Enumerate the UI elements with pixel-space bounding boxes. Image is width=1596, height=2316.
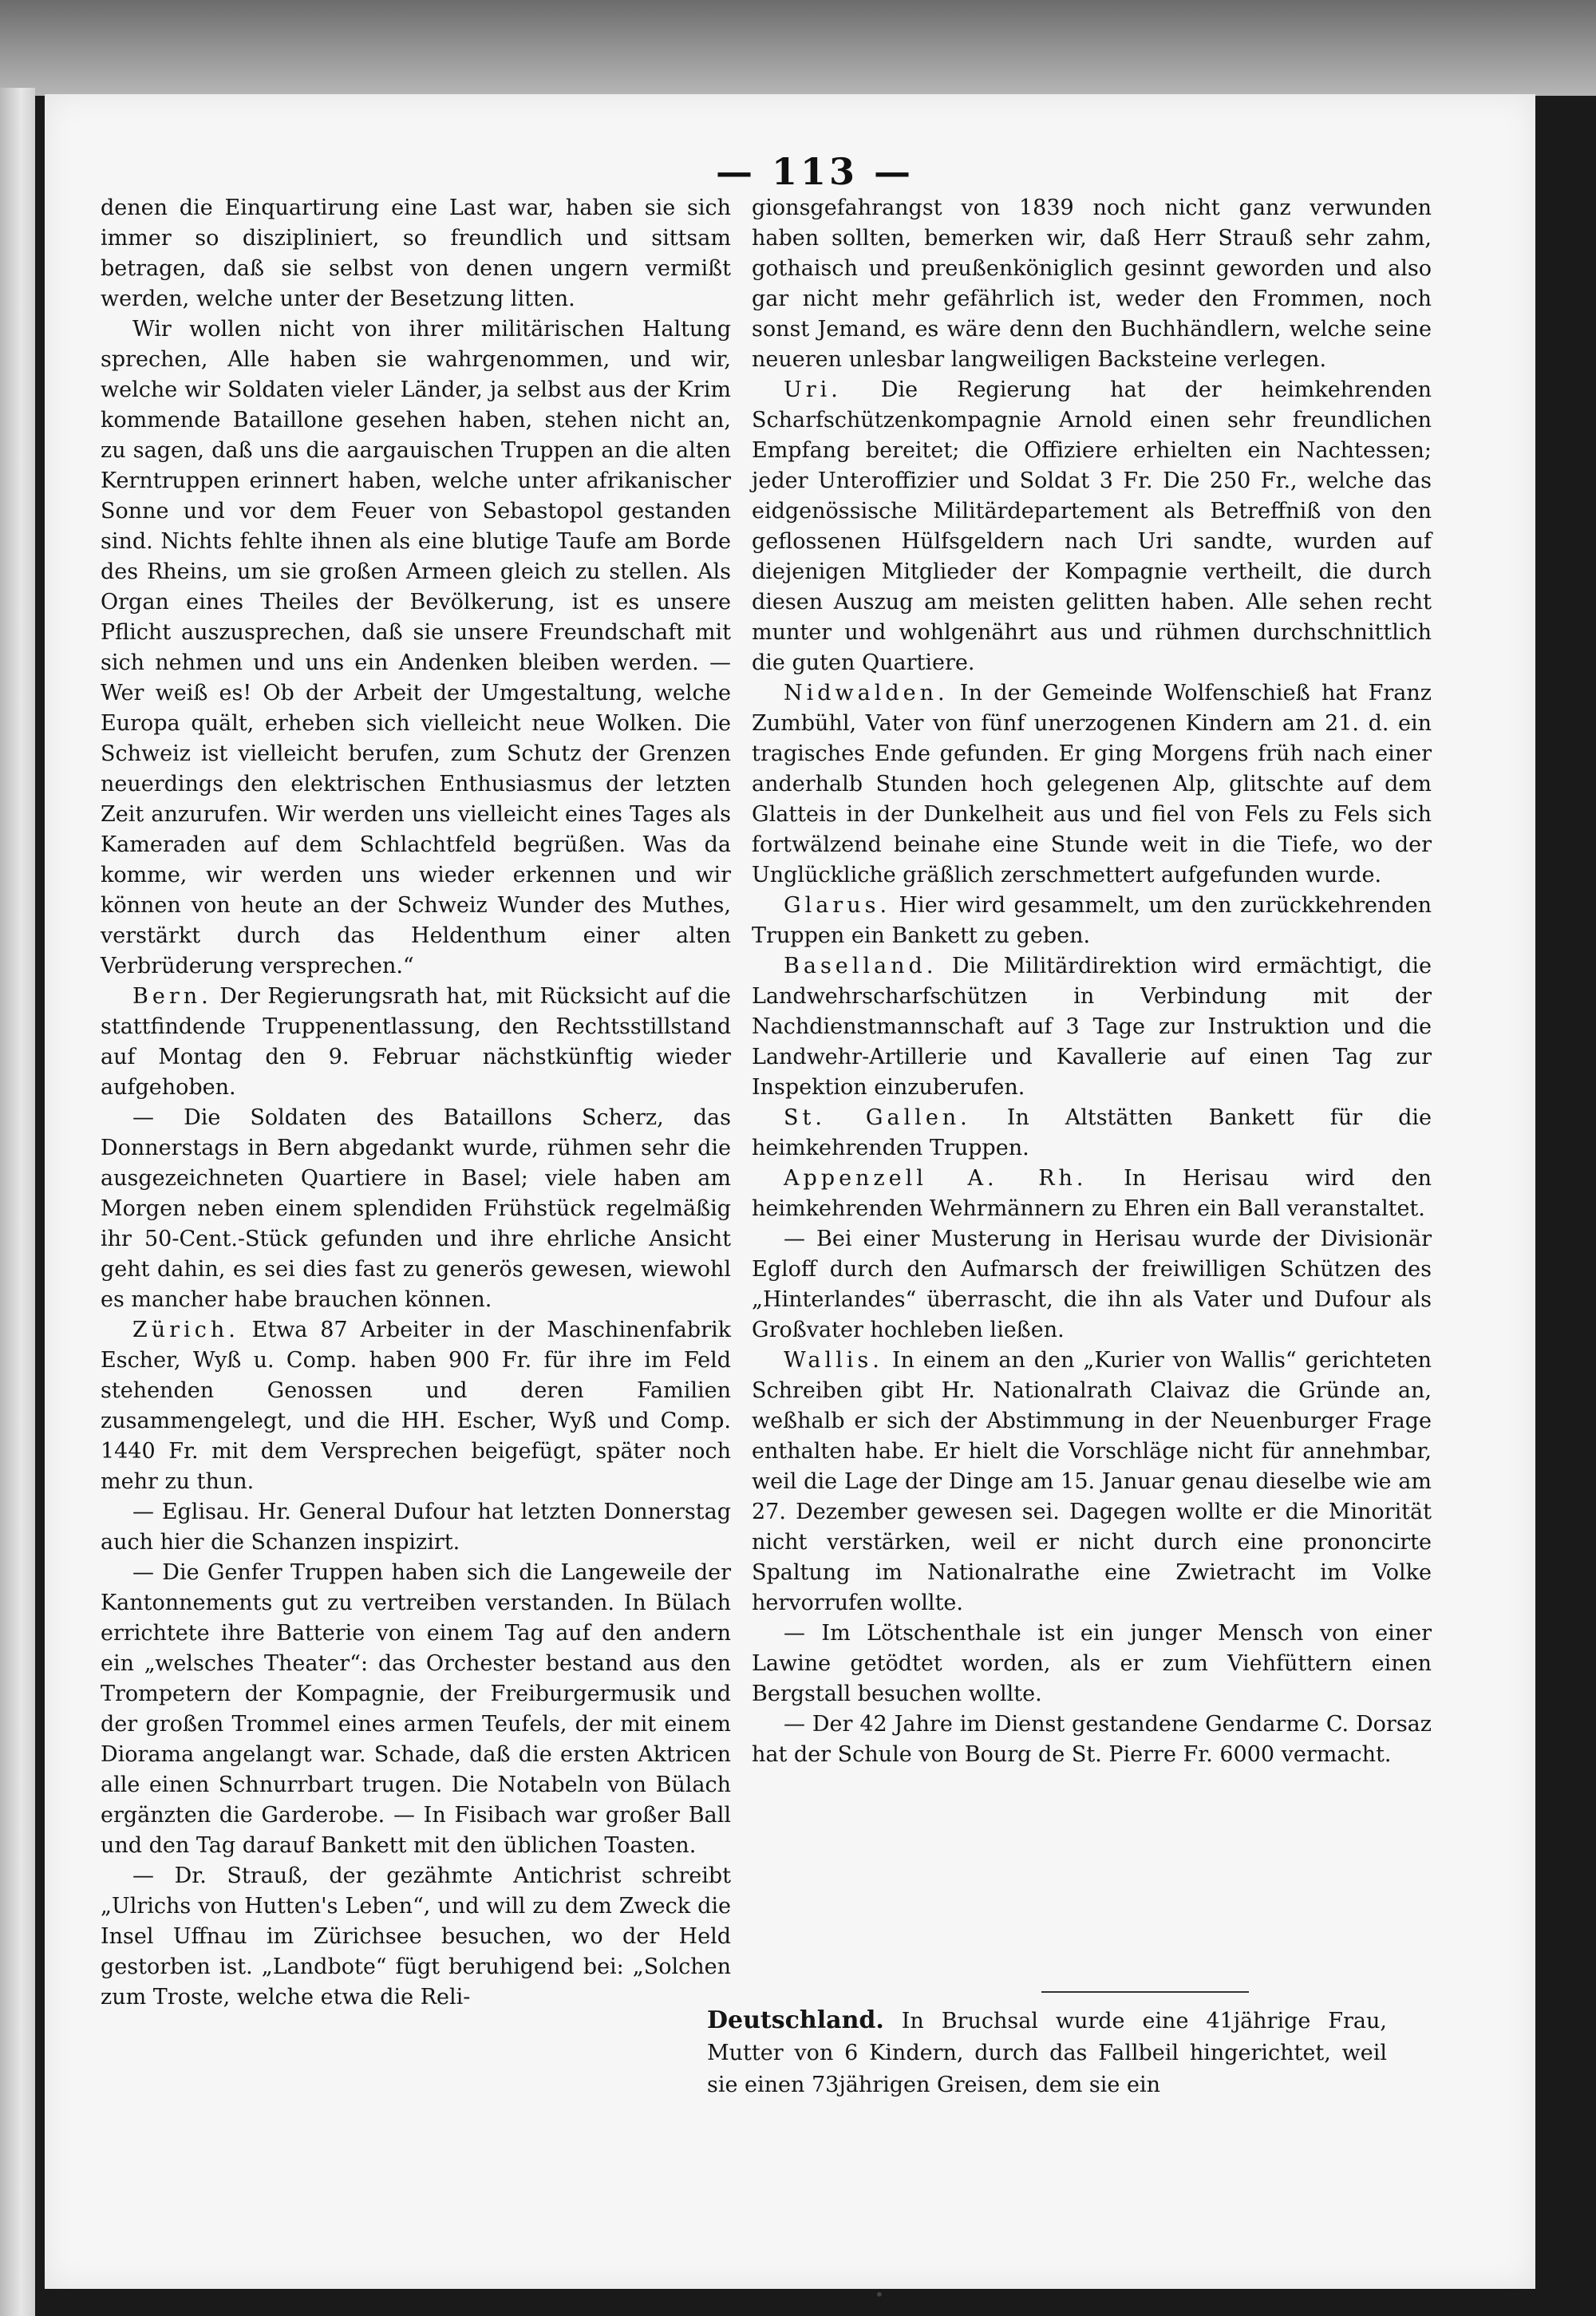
paragraph-text: gionsgefahrangst von 1839 noch nicht ganz verwunden haben sollten, bemerken wir, daß Herr Strauß sehr zahm, gothaisch und preußenköniglich gesinnt geworden und also gar nicht mehr gefährlich ist, weder den Frommen, noch sonst Jemand, es wäre denn den Buchhändlern, welche seine neueren unlesbar langweiligen Backsteine verlegen. bbox=[752, 196, 1432, 372]
paragraph-text: In der Gemeinde Wolfenschieß hat Franz Zumbühl, Vater von fünf unerzogenen Kindern am 21. d. ein tragisches Ende gefunden. Er ging Morgens früh nach einer anderhalb Stunden hoch gelegenen Alp, glitschte auf dem Glatteis in der Dunkelheit aus und fiel von Fels zu Fels sich fortwälzend beinahe eine Stunde weit in die Tiefe, wo der Unglückliche gräßlich zerschmettert aufgefunden wurde. bbox=[752, 681, 1432, 887]
paragraph bbox=[101, 1497, 731, 1558]
paragraph-text: In Altstätten Bankett für die heimkehrenden Truppen. bbox=[752, 1105, 1432, 1160]
paragraph bbox=[752, 678, 1432, 891]
previous-page-edge bbox=[0, 88, 35, 2316]
paragraph-text: — Die Soldaten des Bataillons Scherz, das Donnerstags in Bern abgedankt wurde, rühmen sehr die ausgezeichneten Quartiere in Basel; viele haben am Morgen neben einem splendiden Frühstück regelmäßig ihr 50-Cent.-Stück gefunden und ihre ehrliche Ansicht geht dahin, es sei dies fast zu generös gewesen, wiewohl es mancher habe brauchen können. bbox=[101, 1105, 731, 1312]
paragraph bbox=[752, 1164, 1432, 1224]
right-column bbox=[752, 193, 1432, 1770]
paragraph bbox=[101, 982, 731, 1103]
dateline: Uri. bbox=[784, 377, 842, 402]
left-column bbox=[101, 193, 731, 2013]
paragraph bbox=[101, 314, 731, 982]
paragraph bbox=[752, 1346, 1432, 1618]
paragraph bbox=[752, 1709, 1432, 1770]
paragraph bbox=[101, 193, 731, 314]
paragraph-text: — Im Lötschenthale ist ein junger Mensch von einer Lawine getödtet worden, als er zum Viehfüttern einen Bergstall besuchen wollte. bbox=[752, 1621, 1432, 1706]
paragraph bbox=[101, 1103, 731, 1315]
paragraph-text: In Herisau wird den heimkehrenden Wehrmännern zu Ehren ein Ball veranstaltet. bbox=[752, 1166, 1432, 1221]
paragraph-text: — Die Genfer Truppen haben sich die Langeweile der Kantonnements gut zu vertreiben verstanden. In Bülach errichtete ihre Batterie von einem Tag auf den andern ein „welsches Theater“: das Orchester bestand aus den Trompetern der Kompagnie, der Freiburgermusik und der großen Trommel eines armen Teufels, der mit einem Diorama angelangt war. Schade, daß die ersten Aktricen alle einen Schnurrbart trugen. Die Notabeln von Bülach ergänzten die Garderobe. — In Fisibach war großer Ball und den Tag darauf Bankett mit den üblichen Toasten. bbox=[101, 1560, 731, 1858]
paragraph bbox=[752, 1103, 1432, 1164]
paragraph bbox=[101, 1861, 731, 2013]
paragraph bbox=[752, 375, 1432, 678]
paragraph bbox=[752, 951, 1432, 1103]
paragraph bbox=[752, 193, 1432, 375]
paragraph-text: Die Regierung hat der heimkehrenden Scharfschützenkompagnie Arnold einen sehr freundlichen Empfang bereitet; die Offiziere erhielten ein Nachtessen; jeder Unteroffizier und Soldat 3 Fr. Die 250 Fr., welche das eidgenössische Militärdepartement als Betreffniß von den geflossenen Hülfsgeldern nach Uri sandte, wurden auf diejenigen Mitglieder der Kompagnie vertheilt, die durch diesen Auszug am meisten gelitten haben. Alle sehen recht munter und wohlgenährt aus und rühmen durchschnittlich die guten Quartiere. bbox=[752, 377, 1432, 675]
paragraph bbox=[752, 1224, 1432, 1346]
dateline: Appenzell A. Rh. bbox=[784, 1166, 1088, 1191]
dateline: Zürich. bbox=[132, 1318, 239, 1342]
deutschland-section bbox=[707, 2005, 1387, 2101]
paragraph-text: denen die Einquartirung eine Last war, haben sie sich immer so diszipliniert, so freundlich und sittsam betragen, daß sie selbst von denen ungern vermißt werden, welche unter der Besetzung litten. bbox=[101, 196, 731, 311]
dateline: Wallis. bbox=[784, 1348, 883, 1373]
book-page bbox=[45, 94, 1535, 2304]
paragraph-text: Etwa 87 Arbeiter in der Maschinenfabrik Escher, Wyß u. Comp. haben 900 Fr. für ihre im Feld stehenden Genossen und deren Familien zusammengelegt, und die HH. Escher, Wyß und Comp. 1440 Fr. mit dem Versprechen beigefügt, später noch mehr zu thun. bbox=[101, 1318, 731, 1494]
paragraph-text: — Dr. Strauß, der gezähmte Antichrist schreibt „Ulrichs von Hutten's Leben“, und will zu dem Zweck die Insel Uffnau im Zürichsee besuchen, wo der Held gestorben ist. „Landbote“ fügt beruhigend bei: „Solchen zum Troste, welche etwa die Reli- bbox=[101, 1863, 731, 2010]
page-number: — 113 — bbox=[715, 150, 915, 193]
paragraph-text: — Eglisau. Hr. General Dufour hat letzten Donnerstag auch hier die Schanzen inspizirt. bbox=[101, 1500, 731, 1555]
section-heading: Deutschland. bbox=[707, 2006, 884, 2034]
page-mark: • bbox=[875, 2285, 884, 2304]
paragraph-text: In einem an den „Kurier von Wallis“ gerichteten Schreiben gibt Hr. Nationalrath Claivaz die Gründe an, weßhalb er sich der Abstimmung in der Neuenburger Frage enthalten habe. Er hielt die Vorschläge nicht für annehmbar, weil die Lage der Dinge am 15. Januar genau dieselbe wie am 27. Dezember gewesen sei. Dagegen wollte er die Minorität nicht verstärken, weil er nicht durch eine prononcirte Spaltung im Nationalrathe eine Zwietracht im Volke hervorrufen wollte. bbox=[752, 1348, 1432, 1615]
paragraph bbox=[752, 891, 1432, 951]
paragraph-text: — Bei einer Musterung in Herisau wurde der Divisionär Egloff durch den Aufmarsch der freiwilligen Schützen des „Hinterlandes“ überrascht, die ihn als Vater und Dufour als Großvater hochleben ließen. bbox=[752, 1227, 1432, 1342]
dateline: Bern. bbox=[132, 984, 212, 1009]
section-text: In Bruchsal wurde eine 41jährige Frau, Mutter von 6 Kindern, durch das Fallbeil hingerichtet, weil sie einen 73jährigen Greisen, dem sie ein bbox=[707, 2009, 1387, 2097]
paragraph bbox=[752, 1618, 1432, 1709]
dateline: Glarus. bbox=[784, 893, 891, 918]
section-rule bbox=[1041, 1991, 1249, 1993]
paragraph-text: Wir wollen nicht von ihrer militärischen Haltung sprechen, Alle haben sie wahrgenommen, und wir, welche wir Soldaten vieler Länder, ja selbst aus der Krim kommende Bataillone gesehen haben, stehen nicht an, zu sagen, daß uns die aargauischen Truppen an die alten Kerntruppen erinnert haben, welche unter afrikanischer Sonne und vor dem Feuer von Sebastopol gestanden sind. Nichts fehlte ihnen als eine blutige Taufe am Borde des Rheins, um sie großen Armeen gleich zu stellen. Als Organ eines Theiles der Bevölkerung, ist es unsere Pflicht auszusprechen, daß sie unsere Freundschaft mit sich nehmen und uns ein Andenken bleiben werden. — Wer weiß es! Ob der Arbeit der Umgestaltung, welche Europa quält, erheben sich vielleicht neue Wolken. Die Schweiz ist vielleicht berufen, zum Schutz der Grenzen neuerdings den elektrischen Enthusiasmus der letzten Zeit anzurufen. Wir werden uns vielleicht eines Tages als Kameraden auf dem Schlachtfeld begrüßen. Was da komme, wir werden uns wieder erkennen und wir können von heute an der Schweiz Wunder des Muthes, verstärkt durch das Heldenthum einer alten Verbrüderung versprechen.“ bbox=[101, 317, 731, 978]
paragraph-text: Der Regierungsrath hat, mit Rücksicht auf die stattfindende Truppenentlassung, den Rechtsstillstand auf Montag den 9. Februar nächstkünftig wieder aufgehoben. bbox=[101, 984, 731, 1100]
paragraph bbox=[101, 1315, 731, 1497]
dateline: St. Gallen. bbox=[784, 1105, 971, 1130]
dateline: Nidwalden. bbox=[784, 681, 949, 705]
dateline: Baselland. bbox=[784, 954, 938, 978]
scanner-background-top bbox=[0, 0, 1596, 96]
paragraph bbox=[101, 1558, 731, 1861]
paragraph-text: Hier wird gesammelt, um den zurückkehrenden Truppen ein Bankett zu geben. bbox=[752, 893, 1432, 948]
paragraph-text: — Der 42 Jahre im Dienst gestandene Gendarme C. Dorsaz hat der Schule von Bourg de St. Pierre Fr. 6000 vermacht. bbox=[752, 1712, 1432, 1767]
paragraph-text: Die Militärdirektion wird ermächtigt, die Landwehrscharfschützen in Verbindung mit der Nachdienstmannschaft auf 3 Tage zur Instruktion und die Landwehr-Artillerie und Kavallerie auf einen Tag zur Inspektion einzuberufen. bbox=[752, 954, 1432, 1100]
